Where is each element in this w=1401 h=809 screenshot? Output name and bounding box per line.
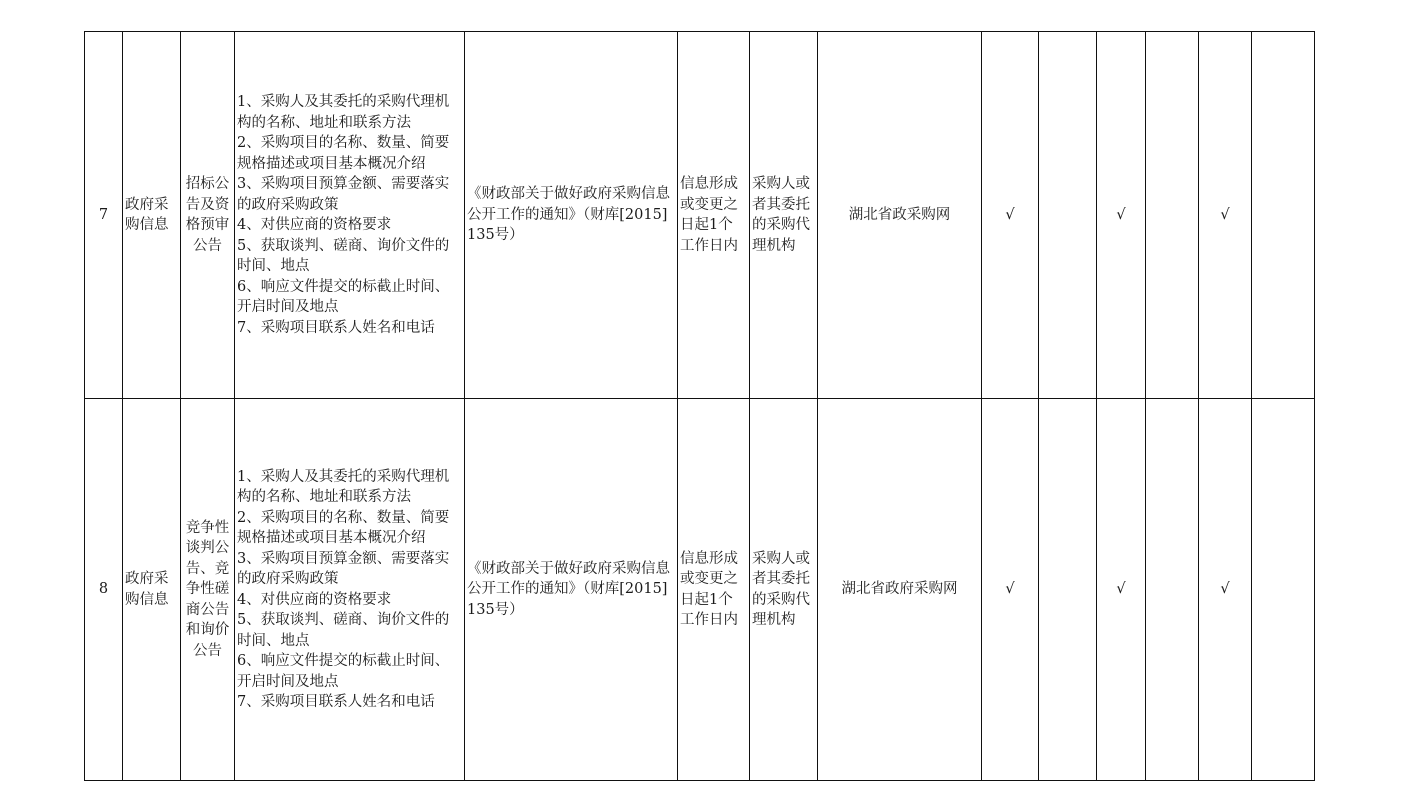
check-cell — [1252, 399, 1315, 781]
content-cell — [235, 399, 465, 781]
channel-cell: 湖北省政采购网 — [818, 32, 982, 399]
basis-cell: 《财政部关于做好政府采购信息公开工作的通知》（财库[2015]135号） — [465, 399, 678, 781]
check-cell: √ — [1199, 399, 1252, 781]
table-row — [85, 32, 1315, 399]
subject-cell: 采购人或者其委托的采购代理机构 — [750, 32, 818, 399]
content-line: 5、获取谈判、磋商、询价文件的时间、地点 — [237, 237, 450, 274]
channel-cell: 湖北省政府采购网 — [818, 399, 982, 781]
subject-cell: 采购人或者其委托的采购代理机构 — [750, 399, 818, 781]
category-cell: 政府采购信息 — [123, 399, 181, 781]
content-line: 1、采购人及其委托的采购代理机构的名称、地址和联系方法 — [237, 468, 450, 505]
check-cell: √ — [1097, 399, 1146, 781]
content-line: 1、采购人及其委托的采购代理机构的名称、地址和联系方法 — [237, 94, 450, 131]
check-cell: √ — [982, 399, 1039, 781]
content-line: 2、采购项目的名称、数量、简要规格描述或项目基本概况介绍 — [237, 509, 450, 546]
time-limit-cell: 信息形成或变更之日起1个工作日内 — [678, 399, 750, 781]
check-cell — [1146, 399, 1199, 781]
content-line: 7、采购项目联系人姓名和电话 — [237, 319, 435, 336]
check-cell: √ — [982, 32, 1039, 399]
content-cell — [235, 32, 465, 399]
row-number: 7 — [85, 32, 123, 399]
time-limit-cell: 信息形成或变更之日起1个工作日内 — [678, 32, 750, 399]
content-line: 5、获取谈判、磋商、询价文件的时间、地点 — [237, 612, 450, 649]
check-cell — [1252, 32, 1315, 399]
row-number: 8 — [85, 399, 123, 781]
content-line: 3、采购项目预算金额、需要落实的政府采购政策 — [237, 176, 450, 213]
category-cell: 政府采购信息 — [123, 32, 181, 399]
item-cell: 招标公告及资格预审公告 — [181, 32, 235, 399]
content-line: 3、采购项目预算金额、需要落实的政府采购政策 — [237, 550, 450, 587]
basis-cell: 《财政部关于做好政府采购信息公开工作的通知》（财库[2015]135号） — [465, 32, 678, 399]
item-cell: 竞争性谈判公告、竞争性磋商公告和询价公告 — [181, 399, 235, 781]
check-cell — [1146, 32, 1199, 399]
check-cell: √ — [1097, 32, 1146, 399]
content-line: 2、采购项目的名称、数量、简要规格描述或项目基本概况介绍 — [237, 135, 450, 172]
content-line: 4、对供应商的资格要求 — [237, 591, 392, 608]
check-cell — [1039, 399, 1097, 781]
content-line: 6、响应文件提交的标截止时间、 开启时间及地点 — [237, 653, 450, 690]
content-line: 4、对供应商的资格要求 — [237, 217, 392, 233]
check-cell — [1039, 32, 1097, 399]
content-line: 6、响应文件提交的标截止时间、 开启时间及地点 — [237, 278, 450, 315]
table-row — [85, 399, 1315, 781]
content-line: 7、采购项目联系人姓名和电话 — [237, 694, 435, 710]
check-cell: √ — [1199, 32, 1252, 399]
disclosure-table — [84, 31, 1315, 781]
